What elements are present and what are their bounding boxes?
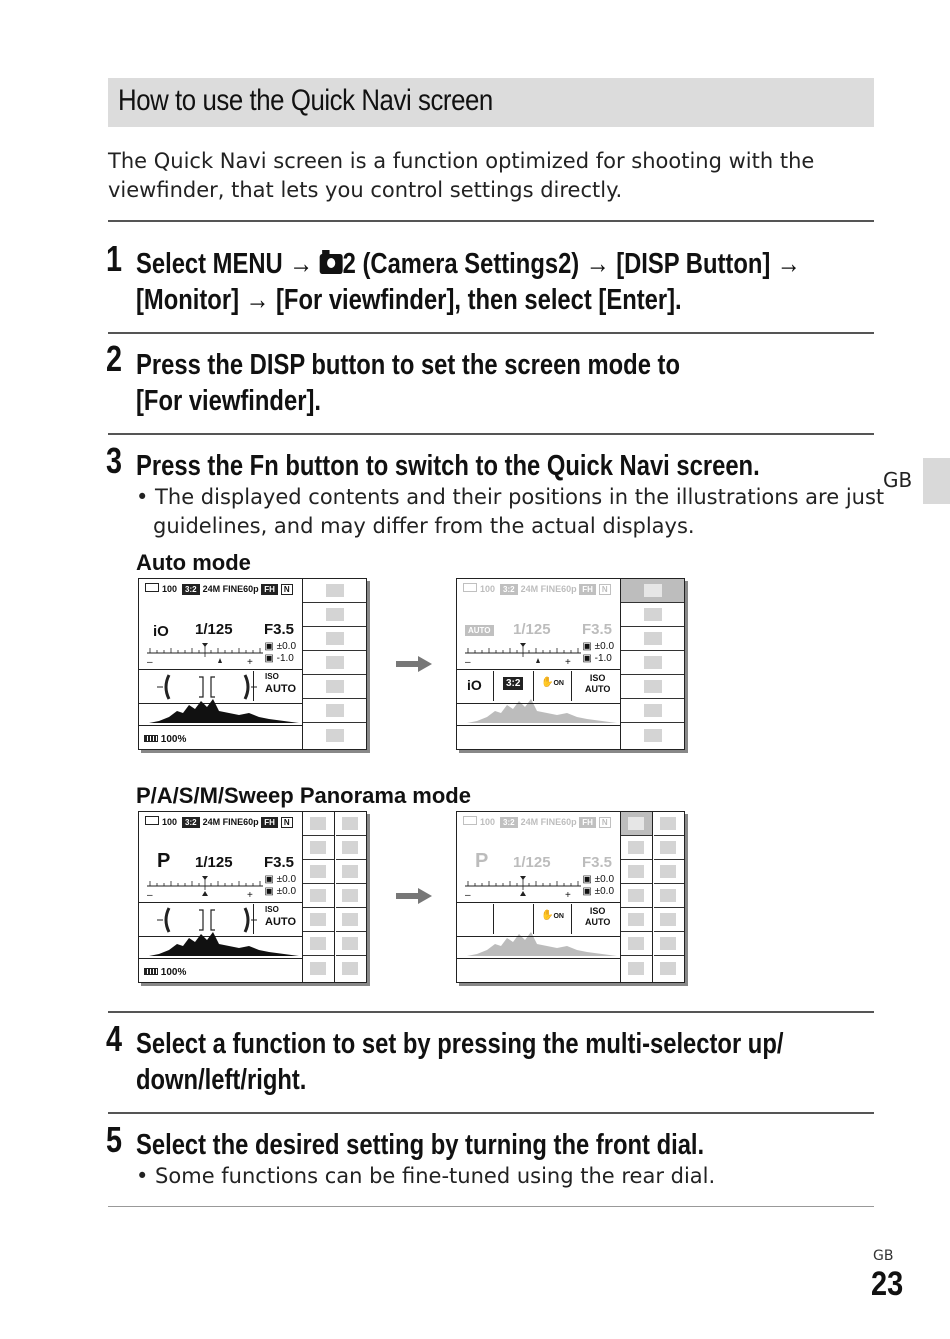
exposure-values: ▣ ±0.0 ▣ ±0.0 bbox=[582, 874, 614, 897]
ev-comp-icon: ▣ bbox=[582, 874, 592, 885]
step-5-number: 5 bbox=[106, 1119, 123, 1160]
movie-format: FH bbox=[261, 584, 278, 595]
viewfinder-screen-auto bbox=[138, 578, 367, 750]
arrow-icon: → bbox=[289, 248, 314, 280]
frame-rate: 60p bbox=[243, 584, 259, 594]
selected-cell bbox=[621, 579, 684, 603]
divider bbox=[108, 1011, 874, 1013]
scale-plus: + bbox=[565, 657, 571, 668]
quality: FINE bbox=[222, 584, 244, 594]
exposure-comp: ±0.0 bbox=[276, 641, 296, 652]
quick-navi-column bbox=[303, 579, 366, 749]
exposure-values: ▣ ±0.0 ▣ ±0.0 bbox=[264, 874, 296, 897]
transition-arrow-icon bbox=[396, 888, 432, 904]
quick-navi-screen-pasm bbox=[456, 811, 685, 983]
step-1-part-a: Select MENU bbox=[136, 248, 290, 280]
ev-comp-icon: ▣ bbox=[264, 874, 274, 885]
battery-icon bbox=[144, 735, 158, 742]
step-2-line-1: Press the DISP button to set the screen mode to bbox=[136, 349, 680, 381]
exposure-values: ▣ ±0.0 ▣ -1.0 bbox=[582, 641, 614, 664]
step-3-text: Press the Fn button to switch to the Quick Navi screen. bbox=[136, 450, 760, 482]
step-1-part-c: [DISP Button] bbox=[609, 248, 777, 280]
mode-label-auto: Auto mode bbox=[136, 550, 251, 575]
card-icon bbox=[463, 816, 477, 825]
divider bbox=[457, 902, 620, 903]
selected-cell bbox=[621, 812, 652, 836]
camera-icon bbox=[320, 254, 343, 274]
intelligent-auto-icon: iO bbox=[153, 623, 169, 640]
flash-comp-icon: ▣ bbox=[582, 653, 592, 664]
histogram bbox=[149, 697, 299, 723]
ev-comp-icon: ▣ bbox=[264, 641, 274, 652]
shutter-speed: 1/125 bbox=[513, 621, 551, 638]
step-2-text bbox=[136, 347, 680, 419]
status-row: 100 3:2 24M FINE60p FH N bbox=[145, 816, 296, 828]
aperture: F3.5 bbox=[581, 854, 612, 871]
info-area bbox=[139, 812, 303, 982]
scale-minus: – bbox=[147, 890, 153, 901]
status-row: 100 3:2 24M FINE60p FH N bbox=[463, 816, 614, 828]
section-title: How to use the Quick Navi screen bbox=[118, 84, 493, 117]
flash-comp-icon: ▣ bbox=[264, 886, 274, 897]
divider bbox=[139, 725, 302, 726]
divider bbox=[108, 332, 874, 334]
flash-comp: -1.0 bbox=[276, 653, 294, 664]
aperture: F3.5 bbox=[263, 854, 294, 871]
iso-setting: ISO AUTO bbox=[585, 906, 611, 927]
histogram bbox=[467, 697, 617, 723]
quick-navi-column-2 bbox=[654, 812, 684, 982]
card-icon bbox=[463, 583, 477, 592]
divider bbox=[108, 1206, 874, 1207]
step-3-number: 3 bbox=[106, 440, 123, 481]
status-row: 100 3:2 24M FINE60p FH N bbox=[463, 583, 614, 595]
step-2-number: 2 bbox=[106, 338, 123, 379]
transition-arrow-icon bbox=[396, 656, 432, 672]
histogram bbox=[467, 930, 617, 956]
aspect-ratio: 3:2 bbox=[503, 677, 523, 690]
step-4-line-1: Select a function to set by pressing the multi-selector up/ bbox=[136, 1028, 784, 1060]
aspect-ratio: 3:2 bbox=[182, 584, 200, 595]
shutter-speed: 1/125 bbox=[195, 621, 233, 638]
intro-text: The Quick Navi screen is a function optimized for shooting with the viewfinder, that lets you control settings directly. bbox=[108, 149, 815, 202]
divider bbox=[108, 1112, 874, 1114]
flash-comp-icon: ▣ bbox=[582, 886, 592, 897]
image-size: 24M bbox=[202, 584, 221, 594]
divider bbox=[457, 669, 620, 670]
auto-badge: AUTO bbox=[465, 625, 497, 636]
info-area bbox=[457, 579, 621, 749]
histogram bbox=[149, 930, 299, 956]
divider bbox=[139, 902, 302, 903]
iso-setting: ISO AUTO bbox=[585, 673, 611, 694]
step-1-part-b: 2 (Camera Settings2) bbox=[342, 248, 586, 280]
step-4-text bbox=[136, 1026, 783, 1098]
scale-plus: + bbox=[247, 890, 253, 901]
aperture: F3.5 bbox=[263, 621, 294, 638]
nfc-icon: N bbox=[281, 584, 293, 595]
quick-navi-screen-auto bbox=[456, 578, 685, 750]
scale-plus: + bbox=[565, 890, 571, 901]
quick-navi-column-2 bbox=[336, 812, 366, 982]
divider bbox=[108, 433, 874, 435]
divider bbox=[457, 958, 620, 959]
scale-minus: – bbox=[465, 890, 471, 901]
arrow-icon: → bbox=[776, 248, 801, 280]
step-5-text: Select the desired setting by turning the front dial. bbox=[136, 1129, 705, 1161]
step-1-part-d: [Monitor] bbox=[136, 284, 246, 316]
divider bbox=[139, 958, 302, 959]
scale-minus: – bbox=[465, 657, 471, 668]
scale-plus: + bbox=[247, 657, 253, 668]
divider bbox=[139, 669, 302, 670]
quick-navi-column bbox=[621, 579, 684, 749]
quick-navi-column-1 bbox=[303, 812, 335, 982]
battery-icon bbox=[144, 968, 158, 975]
program-mode-icon: P bbox=[157, 850, 171, 872]
shots-remaining: 100 bbox=[162, 584, 178, 594]
language-label: GB bbox=[883, 468, 913, 492]
step-1-text bbox=[136, 246, 801, 318]
intelligent-auto-icon: iO bbox=[467, 677, 482, 693]
iso-setting: ISO AUTO bbox=[265, 672, 296, 695]
scale-minus: – bbox=[147, 657, 153, 668]
step-5-note: • Some functions can be fine-tuned using the rear dial. bbox=[136, 1164, 716, 1188]
steadyshot-icon: ✋ON bbox=[541, 910, 564, 921]
flash-comp-icon: ▣ bbox=[264, 653, 274, 664]
arrow-icon: → bbox=[245, 284, 270, 316]
step-1-number: 1 bbox=[106, 238, 123, 279]
battery-status: 100% bbox=[144, 734, 186, 745]
exposure-values bbox=[264, 641, 296, 665]
ev-comp-icon: ▣ bbox=[582, 641, 592, 652]
step-2-line-2: [For viewfinder]. bbox=[136, 385, 321, 417]
info-area bbox=[457, 812, 621, 982]
language-tab bbox=[923, 458, 950, 504]
viewfinder-screen-pasm bbox=[138, 811, 367, 983]
page-language: GB bbox=[873, 1248, 894, 1264]
divider bbox=[457, 725, 620, 726]
status-row bbox=[145, 583, 296, 595]
step-4-line-2: down/left/right. bbox=[136, 1064, 307, 1096]
mode-label-pasm: P/A/S/M/Sweep Panorama mode bbox=[136, 783, 471, 808]
quick-navi-column-1 bbox=[621, 812, 653, 982]
battery-status: 100% bbox=[144, 967, 186, 978]
program-mode-icon: P bbox=[475, 850, 489, 872]
divider bbox=[108, 220, 874, 222]
step-3-note-line-2: guidelines, and may differ from the actual displays. bbox=[153, 514, 695, 538]
card-icon bbox=[145, 583, 159, 592]
step-3-note-line-1: • The displayed contents and their positions in the illustrations are just bbox=[136, 485, 885, 509]
page-number: 23 bbox=[871, 1265, 904, 1303]
shutter-speed: 1/125 bbox=[513, 854, 551, 871]
arrow-icon: → bbox=[585, 248, 610, 280]
section-title-bar bbox=[108, 78, 874, 127]
steadyshot-icon: ✋ON bbox=[541, 677, 564, 688]
aperture: F3.5 bbox=[581, 621, 612, 638]
step-1-part-e: [For viewfinder], then select [Enter]. bbox=[269, 284, 682, 316]
iso-setting: ISO AUTO bbox=[265, 905, 296, 928]
info-area bbox=[139, 579, 303, 749]
step-4-number: 4 bbox=[106, 1018, 123, 1059]
shutter-speed: 1/125 bbox=[195, 854, 233, 871]
